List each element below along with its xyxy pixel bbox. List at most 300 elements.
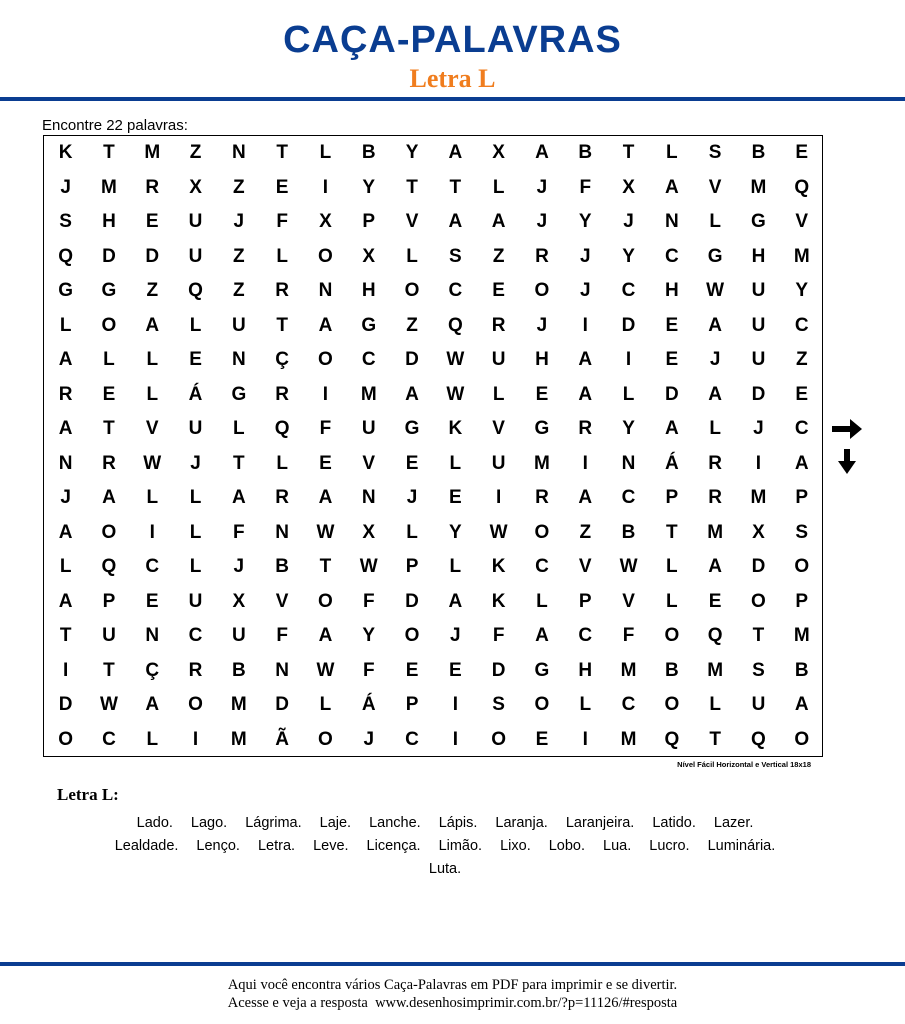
grid-cell[interactable]: D bbox=[275, 694, 290, 715]
grid-cell[interactable]: G bbox=[534, 418, 550, 439]
grid-cell[interactable]: A bbox=[535, 142, 549, 163]
grid-cell[interactable]: U bbox=[361, 418, 376, 439]
grid-cell[interactable]: L bbox=[709, 694, 721, 715]
grid-cell[interactable]: B bbox=[578, 142, 593, 163]
grid-cell[interactable]: P bbox=[795, 487, 809, 508]
grid-cell[interactable]: U bbox=[751, 280, 766, 301]
grid-cell[interactable]: R bbox=[145, 176, 160, 198]
grid-cell[interactable]: Z bbox=[406, 314, 418, 336]
grid-cell[interactable]: M bbox=[707, 521, 724, 543]
grid-cell[interactable]: M bbox=[534, 452, 550, 474]
grid-cell[interactable]: E bbox=[448, 487, 462, 508]
grid-cell[interactable]: O bbox=[101, 314, 117, 336]
grid-cell[interactable]: U bbox=[102, 625, 116, 646]
grid-cell[interactable]: Á bbox=[664, 452, 679, 474]
grid-cell[interactable]: Á bbox=[361, 694, 376, 715]
grid-cell[interactable]: A bbox=[794, 452, 809, 474]
grid-cell[interactable]: C bbox=[361, 349, 376, 370]
grid-cell[interactable]: J bbox=[536, 211, 548, 232]
grid-cell[interactable]: I bbox=[63, 659, 69, 681]
grid-cell[interactable]: P bbox=[405, 556, 419, 577]
grid-cell[interactable]: D bbox=[102, 245, 116, 267]
grid-cell[interactable]: E bbox=[492, 280, 505, 301]
grid-cell[interactable]: W bbox=[446, 383, 465, 405]
grid-cell[interactable]: W bbox=[316, 521, 335, 543]
grid-cell[interactable]: Z bbox=[492, 245, 505, 267]
grid-cell[interactable]: N bbox=[318, 280, 333, 301]
grid-cell[interactable]: V bbox=[578, 556, 592, 577]
grid-cell[interactable]: X bbox=[362, 245, 376, 267]
grid-cell[interactable]: E bbox=[275, 176, 289, 198]
grid-cell[interactable]: E bbox=[535, 728, 549, 750]
grid-cell[interactable]: P bbox=[795, 590, 809, 612]
grid-cell[interactable]: L bbox=[59, 314, 72, 336]
grid-cell[interactable]: U bbox=[188, 590, 203, 612]
grid-cell[interactable]: C bbox=[145, 556, 160, 577]
grid-cell[interactable]: F bbox=[276, 625, 288, 646]
grid-cell[interactable]: R bbox=[58, 383, 73, 405]
grid-cell[interactable]: Z bbox=[579, 521, 592, 543]
grid-cell[interactable]: U bbox=[491, 349, 506, 370]
grid-cell[interactable]: P bbox=[665, 487, 679, 508]
grid-cell[interactable]: I bbox=[582, 452, 588, 474]
grid-cell[interactable]: D bbox=[621, 314, 636, 336]
grid-cell[interactable]: U bbox=[188, 211, 203, 232]
grid-cell[interactable]: C bbox=[188, 625, 203, 646]
grid-cell[interactable]: C bbox=[448, 280, 463, 301]
grid-cell[interactable]: C bbox=[621, 694, 636, 715]
grid-cell[interactable]: R bbox=[535, 487, 549, 508]
grid-cell[interactable]: Q bbox=[274, 418, 290, 439]
grid-cell[interactable]: S bbox=[752, 659, 765, 681]
grid-cell[interactable]: S bbox=[448, 245, 462, 267]
grid-cell[interactable]: G bbox=[231, 383, 247, 405]
grid-cell[interactable]: J bbox=[363, 728, 375, 750]
grid-cell[interactable]: I bbox=[452, 728, 458, 750]
grid-cell[interactable]: E bbox=[665, 314, 679, 336]
grid-cell[interactable]: G bbox=[534, 659, 550, 681]
grid-cell[interactable]: Y bbox=[405, 142, 419, 163]
grid-cell[interactable]: V bbox=[275, 590, 289, 612]
grid-cell[interactable]: O bbox=[318, 349, 333, 370]
grid-cell[interactable]: N bbox=[231, 349, 246, 370]
grid-cell[interactable]: Q bbox=[751, 728, 766, 750]
grid-cell[interactable]: Q bbox=[447, 314, 463, 336]
grid-cell[interactable]: T bbox=[622, 142, 635, 163]
grid-cell[interactable]: F bbox=[579, 176, 592, 198]
grid-cell[interactable]: R bbox=[578, 418, 593, 439]
grid-cell[interactable]: O bbox=[491, 728, 507, 750]
grid-cell[interactable]: A bbox=[145, 314, 160, 336]
grid-cell[interactable]: A bbox=[708, 383, 723, 405]
grid-cell[interactable]: O bbox=[318, 728, 333, 750]
grid-cell[interactable]: S bbox=[708, 142, 722, 163]
grid-cell[interactable]: A bbox=[231, 487, 246, 508]
grid-cell[interactable]: A bbox=[578, 383, 593, 405]
grid-cell[interactable]: T bbox=[276, 314, 288, 336]
grid-cell[interactable]: Q bbox=[188, 280, 203, 301]
grid-cell[interactable]: U bbox=[751, 314, 766, 336]
grid-cell[interactable]: I bbox=[625, 349, 632, 370]
grid-cell[interactable]: A bbox=[664, 176, 679, 198]
grid-cell[interactable]: N bbox=[621, 452, 636, 474]
grid-cell[interactable]: G bbox=[361, 314, 377, 336]
grid-cell[interactable]: L bbox=[406, 245, 418, 267]
grid-cell[interactable]: L bbox=[319, 142, 332, 163]
grid-cell[interactable]: J bbox=[753, 418, 764, 439]
grid-cell[interactable]: H bbox=[664, 280, 679, 301]
grid-cell[interactable]: J bbox=[536, 176, 548, 198]
grid-cell[interactable]: L bbox=[233, 418, 245, 439]
grid-cell[interactable]: Y bbox=[578, 211, 592, 232]
grid-cell[interactable]: I bbox=[755, 452, 762, 474]
grid-cell[interactable]: R bbox=[102, 452, 116, 474]
grid-cell[interactable]: T bbox=[103, 418, 115, 439]
grid-cell[interactable]: A bbox=[58, 418, 73, 439]
grid-cell[interactable]: Z bbox=[189, 142, 202, 163]
grid-cell[interactable]: C bbox=[664, 245, 679, 267]
grid-cell[interactable]: A bbox=[491, 211, 506, 232]
grid-cell[interactable]: V bbox=[622, 590, 635, 612]
grid-cell[interactable]: Y bbox=[622, 245, 635, 267]
grid-cell[interactable]: B bbox=[275, 556, 290, 577]
grid-cell[interactable]: E bbox=[102, 383, 116, 405]
grid-cell[interactable]: C bbox=[578, 625, 593, 646]
grid-cell[interactable]: X bbox=[362, 521, 376, 543]
grid-cell[interactable]: N bbox=[275, 659, 290, 681]
grid-cell[interactable]: R bbox=[275, 280, 290, 301]
grid-cell[interactable]: L bbox=[492, 383, 505, 405]
grid-cell[interactable]: D bbox=[751, 383, 766, 405]
grid-cell[interactable]: J bbox=[60, 176, 71, 198]
grid-cell[interactable]: A bbox=[318, 487, 333, 508]
grid-cell[interactable]: E bbox=[189, 349, 202, 370]
grid-cell[interactable]: V bbox=[795, 211, 809, 232]
grid-cell[interactable]: O bbox=[318, 245, 333, 267]
grid-cell[interactable]: L bbox=[146, 487, 159, 508]
grid-cell[interactable]: I bbox=[582, 314, 588, 336]
grid-cell[interactable]: L bbox=[189, 521, 202, 543]
grid-cell[interactable]: O bbox=[664, 625, 680, 646]
grid-cell[interactable]: L bbox=[189, 556, 202, 577]
grid-cell[interactable]: N bbox=[58, 452, 73, 474]
grid-cell[interactable]: T bbox=[666, 521, 678, 543]
grid-cell[interactable]: O bbox=[101, 521, 117, 543]
grid-cell[interactable]: G bbox=[404, 418, 420, 439]
grid-cell[interactable]: A bbox=[794, 694, 809, 715]
grid-cell[interactable]: A bbox=[448, 211, 463, 232]
grid-cell[interactable]: Z bbox=[795, 349, 808, 370]
grid-cell[interactable]: K bbox=[491, 590, 506, 612]
grid-cell[interactable]: T bbox=[103, 659, 115, 681]
grid-cell[interactable]: M bbox=[793, 625, 810, 646]
grid-cell[interactable]: L bbox=[406, 521, 418, 543]
grid-cell[interactable]: N bbox=[231, 142, 246, 163]
grid-cell[interactable]: A bbox=[708, 556, 723, 577]
grid-cell[interactable]: M bbox=[230, 728, 247, 750]
grid-cell[interactable]: E bbox=[795, 142, 809, 163]
grid-cell[interactable]: M bbox=[620, 659, 637, 681]
grid-cell[interactable]: S bbox=[795, 521, 809, 543]
grid-cell[interactable]: I bbox=[496, 487, 502, 508]
grid-cell[interactable]: L bbox=[709, 418, 721, 439]
grid-cell[interactable]: J bbox=[536, 314, 548, 336]
grid-cell[interactable]: O bbox=[534, 521, 550, 543]
grid-cell[interactable]: E bbox=[405, 659, 419, 681]
grid-cell[interactable]: O bbox=[58, 728, 74, 750]
grid-cell[interactable]: M bbox=[230, 694, 247, 715]
grid-cell[interactable]: Y bbox=[362, 625, 376, 646]
grid-cell[interactable]: O bbox=[534, 694, 550, 715]
grid-cell[interactable]: I bbox=[322, 176, 329, 198]
grid-cell[interactable]: D bbox=[405, 590, 419, 612]
grid-cell[interactable]: A bbox=[145, 694, 160, 715]
grid-cell[interactable]: R bbox=[535, 245, 549, 267]
grid-cell[interactable]: Ã bbox=[275, 728, 290, 750]
grid-cell[interactable]: D bbox=[664, 383, 679, 405]
grid-cell[interactable]: L bbox=[666, 590, 678, 612]
grid-cell[interactable]: R bbox=[275, 487, 290, 508]
grid-cell[interactable]: T bbox=[276, 142, 288, 163]
grid-cell[interactable]: E bbox=[795, 383, 809, 405]
grid-cell[interactable]: E bbox=[665, 349, 679, 370]
grid-cell[interactable]: Q bbox=[794, 176, 810, 198]
grid-cell[interactable]: A bbox=[58, 590, 73, 612]
grid-cell[interactable]: F bbox=[622, 625, 635, 646]
grid-cell[interactable]: X bbox=[319, 211, 332, 232]
grid-cell[interactable]: F bbox=[362, 659, 375, 681]
grid-cell[interactable]: R bbox=[708, 487, 723, 508]
grid-cell[interactable]: A bbox=[58, 349, 73, 370]
grid-cell[interactable]: M bbox=[750, 176, 767, 198]
grid-cell[interactable]: E bbox=[145, 211, 159, 232]
grid-cell[interactable]: D bbox=[491, 659, 506, 681]
grid-cell[interactable]: C bbox=[621, 487, 636, 508]
grid-cell[interactable]: V bbox=[405, 211, 419, 232]
grid-cell[interactable]: Q bbox=[58, 245, 74, 267]
grid-cell[interactable]: Z bbox=[233, 176, 245, 198]
grid-cell[interactable]: A bbox=[448, 142, 463, 163]
grid-cell[interactable]: E bbox=[405, 452, 419, 474]
grid-cell[interactable]: E bbox=[535, 383, 549, 405]
grid-cell[interactable]: Z bbox=[146, 280, 159, 301]
grid-cell[interactable]: L bbox=[276, 245, 288, 267]
grid-cell[interactable]: E bbox=[319, 452, 332, 474]
grid-cell[interactable]: T bbox=[319, 556, 332, 577]
grid-cell[interactable]: Q bbox=[101, 556, 117, 577]
grid-cell[interactable]: I bbox=[582, 728, 588, 750]
grid-cell[interactable]: J bbox=[579, 280, 591, 301]
grid-cell[interactable]: Y bbox=[448, 521, 462, 543]
grid-cell[interactable]: S bbox=[492, 694, 505, 715]
grid-cell[interactable]: A bbox=[708, 314, 723, 336]
grid-cell[interactable]: Z bbox=[233, 280, 245, 301]
grid-cell[interactable]: M bbox=[620, 728, 637, 750]
grid-cell[interactable]: F bbox=[319, 418, 332, 439]
grid-cell[interactable]: W bbox=[143, 452, 162, 474]
grid-cell[interactable]: D bbox=[405, 349, 419, 370]
grid-cell[interactable]: A bbox=[578, 487, 593, 508]
grid-cell[interactable]: B bbox=[664, 659, 679, 681]
grid-cell[interactable]: O bbox=[664, 694, 680, 715]
grid-cell[interactable]: Y bbox=[795, 280, 809, 301]
grid-cell[interactable]: Ç bbox=[275, 349, 290, 370]
grid-cell[interactable]: Q bbox=[664, 728, 680, 750]
grid-cell[interactable]: T bbox=[103, 142, 115, 163]
grid-cell[interactable]: M bbox=[750, 487, 767, 508]
grid-cell[interactable]: A bbox=[535, 625, 549, 646]
grid-cell[interactable]: G bbox=[751, 211, 766, 232]
grid-cell[interactable]: Y bbox=[622, 418, 635, 439]
grid-cell[interactable]: K bbox=[58, 142, 73, 163]
grid-cell[interactable]: U bbox=[491, 452, 506, 474]
grid-cell[interactable]: T bbox=[406, 176, 418, 198]
grid-cell[interactable]: C bbox=[621, 280, 636, 301]
grid-cell[interactable]: H bbox=[361, 280, 376, 301]
grid-cell[interactable]: O bbox=[404, 280, 420, 301]
grid-cell[interactable]: S bbox=[59, 211, 72, 232]
grid-cell[interactable]: T bbox=[233, 452, 245, 474]
grid-cell[interactable]: N bbox=[275, 521, 290, 543]
grid-cell[interactable]: O bbox=[534, 280, 550, 301]
grid-cell[interactable]: T bbox=[709, 728, 721, 750]
grid-cell[interactable]: L bbox=[622, 383, 635, 405]
grid-cell[interactable]: D bbox=[751, 556, 766, 577]
grid-cell[interactable]: O bbox=[794, 728, 810, 750]
grid-cell[interactable]: R bbox=[491, 314, 506, 336]
grid-cell[interactable]: X bbox=[232, 590, 246, 612]
grid-cell[interactable]: A bbox=[664, 418, 679, 439]
grid-cell[interactable]: U bbox=[231, 625, 246, 646]
grid-cell[interactable]: O bbox=[318, 590, 333, 612]
grid-cell[interactable]: F bbox=[492, 625, 505, 646]
grid-cell[interactable]: X bbox=[492, 142, 505, 163]
grid-cell[interactable]: L bbox=[449, 556, 462, 577]
grid-cell[interactable]: J bbox=[60, 487, 71, 508]
grid-cell[interactable]: M bbox=[360, 383, 377, 405]
grid-cell[interactable]: W bbox=[99, 694, 118, 715]
grid-cell[interactable]: B bbox=[231, 659, 246, 681]
grid-cell[interactable]: A bbox=[318, 625, 333, 646]
grid-cell[interactable]: C bbox=[794, 418, 809, 439]
grid-cell[interactable]: W bbox=[619, 556, 638, 577]
grid-cell[interactable]: R bbox=[708, 452, 723, 474]
grid-cell[interactable]: L bbox=[146, 383, 159, 405]
grid-cell[interactable]: J bbox=[623, 211, 634, 232]
grid-cell[interactable]: G bbox=[101, 280, 117, 301]
grid-cell[interactable]: P bbox=[578, 590, 592, 612]
grid-cell[interactable]: X bbox=[752, 521, 765, 543]
grid-cell[interactable]: L bbox=[59, 556, 72, 577]
grid-cell[interactable]: V bbox=[708, 176, 722, 198]
grid-cell[interactable]: L bbox=[319, 694, 332, 715]
grid-cell[interactable]: U bbox=[231, 314, 246, 336]
grid-cell[interactable]: T bbox=[449, 176, 462, 198]
grid-cell[interactable]: R bbox=[275, 383, 290, 405]
grid-cell[interactable]: P bbox=[362, 211, 376, 232]
grid-cell[interactable]: D bbox=[58, 694, 73, 715]
grid-cell[interactable]: K bbox=[491, 556, 506, 577]
grid-cell[interactable]: F bbox=[362, 590, 375, 612]
grid-cell[interactable]: A bbox=[578, 349, 593, 370]
grid-cell[interactable]: M bbox=[144, 142, 161, 163]
grid-cell[interactable]: V bbox=[492, 418, 505, 439]
grid-cell[interactable]: M bbox=[707, 659, 724, 681]
grid-cell[interactable]: A bbox=[318, 314, 333, 336]
grid-cell[interactable]: L bbox=[666, 556, 678, 577]
grid-cell[interactable]: L bbox=[536, 590, 548, 612]
grid-cell[interactable]: J bbox=[709, 349, 721, 370]
grid-cell[interactable]: Ç bbox=[145, 659, 160, 681]
grid-cell[interactable]: I bbox=[192, 728, 199, 750]
grid-cell[interactable]: F bbox=[276, 211, 288, 232]
grid-cell[interactable]: J bbox=[579, 245, 591, 267]
grid-cell[interactable]: H bbox=[102, 211, 116, 232]
grid-cell[interactable]: B bbox=[621, 521, 636, 543]
grid-cell[interactable]: W bbox=[359, 556, 378, 577]
grid-cell[interactable]: N bbox=[145, 625, 160, 646]
grid-cell[interactable]: X bbox=[189, 176, 202, 198]
grid-cell[interactable]: L bbox=[666, 142, 678, 163]
grid-cell[interactable]: L bbox=[103, 349, 115, 370]
grid-cell[interactable]: A bbox=[102, 487, 116, 508]
grid-cell[interactable]: E bbox=[448, 659, 462, 681]
grid-cell[interactable]: B bbox=[361, 142, 376, 163]
grid-cell[interactable]: M bbox=[101, 176, 117, 198]
grid-cell[interactable]: G bbox=[58, 280, 74, 301]
grid-cell[interactable]: J bbox=[233, 211, 245, 232]
grid-cell[interactable]: C bbox=[405, 728, 419, 750]
grid-cell[interactable]: C bbox=[102, 728, 116, 750]
grid-cell[interactable]: P bbox=[405, 694, 419, 715]
grid-cell[interactable]: U bbox=[751, 694, 766, 715]
grid-cell[interactable]: W bbox=[446, 349, 465, 370]
grid-cell[interactable]: H bbox=[535, 349, 549, 370]
grid-cell[interactable]: L bbox=[276, 452, 288, 474]
grid-cell[interactable]: L bbox=[146, 728, 159, 750]
grid-cell[interactable]: J bbox=[190, 452, 201, 474]
grid-cell[interactable]: N bbox=[664, 211, 679, 232]
grid-cell[interactable]: E bbox=[145, 590, 159, 612]
grid-cell[interactable]: I bbox=[149, 521, 155, 543]
grid-cell[interactable]: W bbox=[489, 521, 508, 543]
grid-cell[interactable]: O bbox=[188, 694, 203, 715]
grid-cell[interactable]: B bbox=[794, 659, 809, 681]
grid-cell[interactable]: A bbox=[448, 590, 463, 612]
grid-cell[interactable]: U bbox=[188, 245, 203, 267]
grid-cell[interactable]: R bbox=[188, 659, 203, 681]
grid-cell[interactable]: L bbox=[579, 694, 592, 715]
grid-cell[interactable]: E bbox=[708, 590, 722, 612]
grid-cell[interactable]: T bbox=[752, 625, 765, 646]
grid-cell[interactable]: Z bbox=[233, 245, 245, 267]
grid-cell[interactable]: V bbox=[362, 452, 376, 474]
grid-cell[interactable]: D bbox=[145, 245, 160, 267]
grid-cell[interactable]: J bbox=[406, 487, 418, 508]
grid-cell[interactable]: H bbox=[751, 245, 766, 267]
grid-cell[interactable]: B bbox=[751, 142, 766, 163]
grid-cell[interactable]: L bbox=[146, 349, 159, 370]
grid-cell[interactable]: V bbox=[145, 418, 159, 439]
grid-cell[interactable]: I bbox=[322, 383, 329, 405]
grid-cell[interactable]: L bbox=[449, 452, 462, 474]
grid-cell[interactable]: Y bbox=[362, 176, 376, 198]
grid-cell[interactable]: U bbox=[188, 418, 203, 439]
grid-cell[interactable]: W bbox=[706, 280, 725, 301]
grid-cell[interactable]: O bbox=[751, 590, 766, 612]
grid-cell[interactable]: C bbox=[794, 314, 809, 336]
grid-cell[interactable]: I bbox=[452, 694, 458, 715]
